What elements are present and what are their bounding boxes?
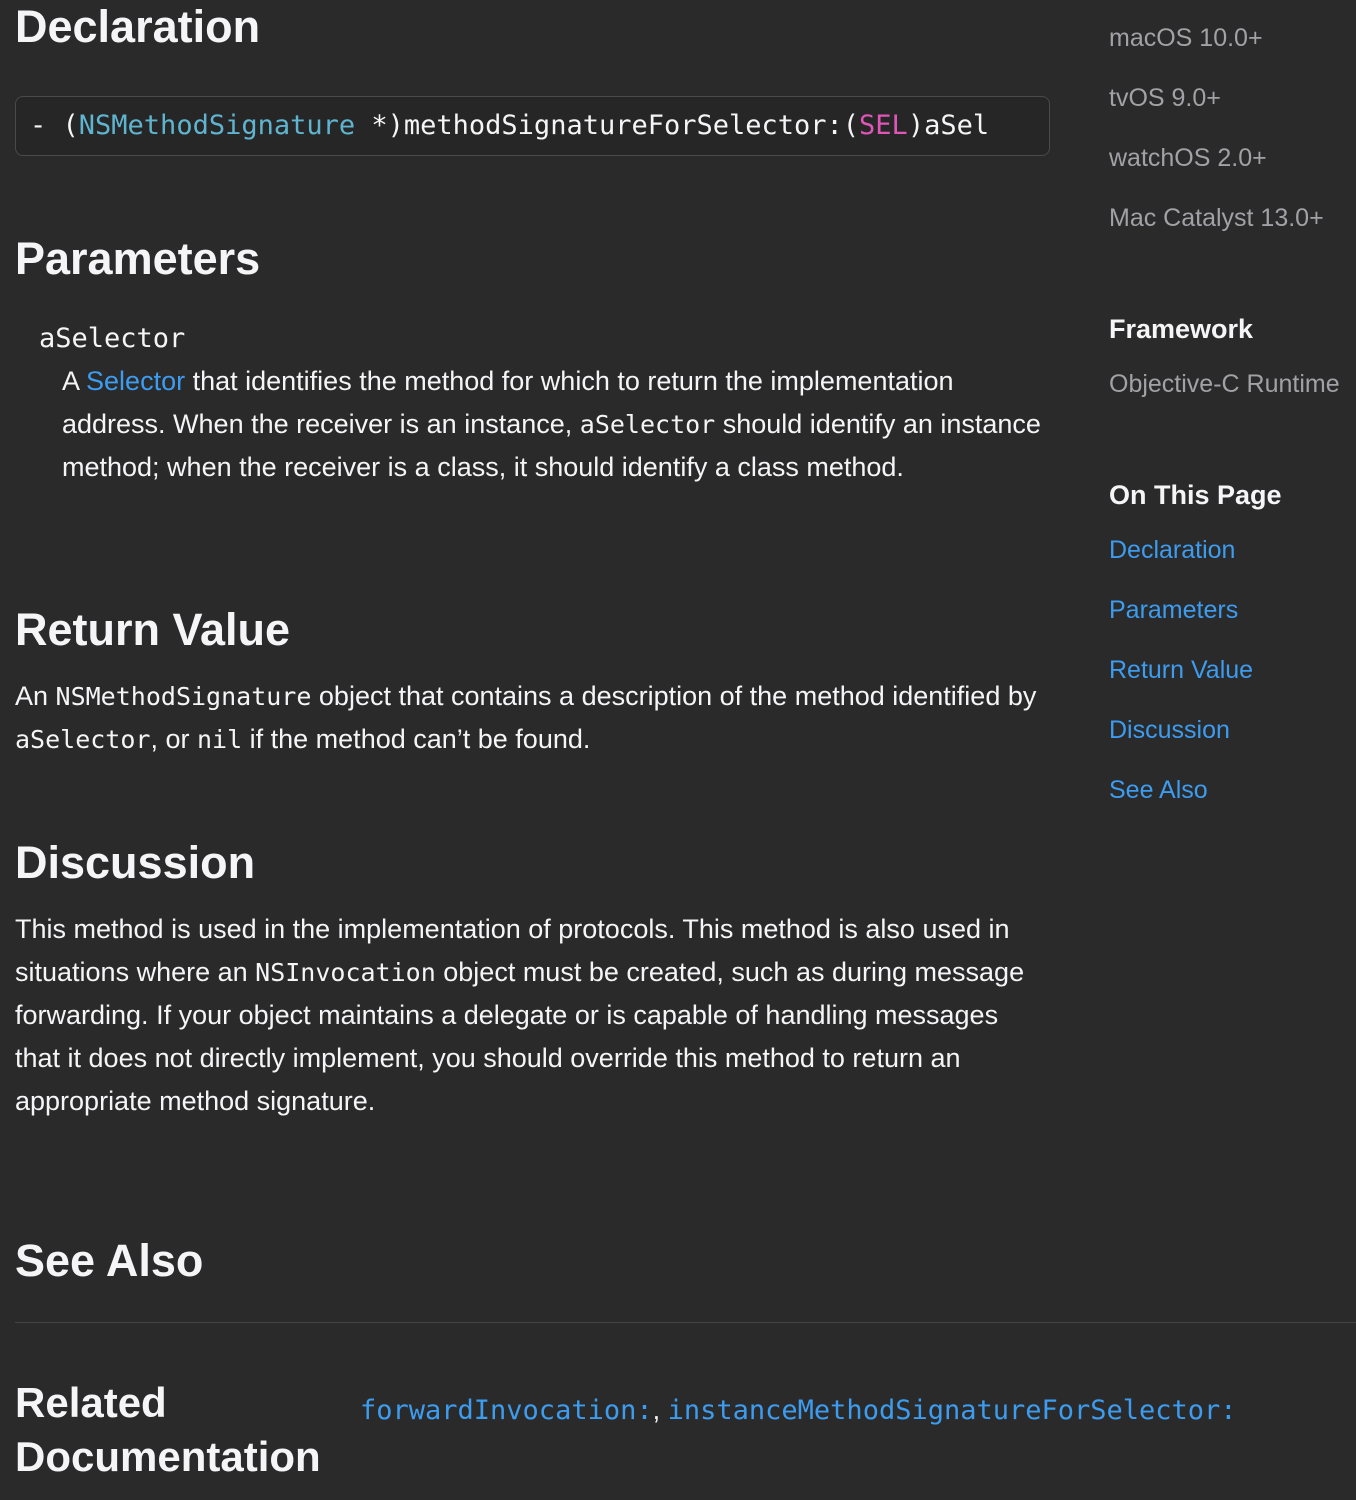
toc-link-parameters[interactable]: Parameters — [1109, 596, 1239, 624]
toc-link-discussion[interactable]: Discussion — [1109, 716, 1230, 744]
see-also-heading: See Also — [15, 1235, 204, 1286]
related-link-forward-invocation[interactable]: forwardInvocation: — [360, 1395, 653, 1426]
sidebar — [1109, 0, 1356, 1500]
related-link-instance-method-signature[interactable]: instanceMethodSignatureForSelector: — [667, 1395, 1237, 1426]
on-this-page-heading: On This Page — [1109, 480, 1282, 510]
framework-value[interactable]: Objective-C Runtime — [1109, 370, 1340, 398]
return-text-1: An — [15, 681, 56, 711]
code-method: *)methodSignatureForSelector:( — [355, 110, 860, 141]
framework-heading: Framework — [1109, 314, 1254, 344]
selector-link[interactable]: Selector — [86, 366, 186, 396]
platform-watchos: watchOS 2.0+ — [1109, 144, 1267, 172]
parameters-heading: Parameters — [15, 233, 261, 284]
return-code-2: aSelector — [15, 725, 151, 754]
platform-tvos: tvOS 9.0+ — [1109, 84, 1221, 112]
param-desc-text-1: A — [62, 366, 87, 396]
code-param-name: )aSel — [907, 110, 990, 141]
return-value-text — [15, 675, 1050, 761]
parameter-description — [62, 360, 1052, 489]
discussion-text-1: This method is used in the implementation of protocols. This method is also used in situations where an — [15, 914, 1010, 987]
param-desc-text-3: should identify an instance method; when the receiver is a class, it should identify a class method. — [62, 409, 1041, 482]
return-code-1: NSMethodSignature — [55, 682, 312, 711]
toc-link-return-value[interactable]: Return Value — [1109, 656, 1254, 684]
platform-macos: macOS 10.0+ — [1109, 24, 1263, 52]
toc-link-declaration[interactable]: Declaration — [1109, 536, 1236, 564]
declaration-heading: Declaration — [15, 1, 261, 52]
code-return-type[interactable]: NSMethodSignature — [78, 110, 356, 141]
return-text-3: , or — [150, 724, 197, 754]
toc-link-see-also[interactable]: See Also — [1109, 776, 1208, 804]
related-documentation-title: Related Documentation — [15, 1379, 321, 1480]
related-separator: , — [652, 1395, 668, 1425]
code-prefix: - ( — [30, 110, 79, 141]
param-desc-code: aSelector — [579, 410, 716, 439]
return-text-2: object that contains a description of the method identified by — [311, 681, 1037, 711]
declaration-code-box — [15, 96, 1050, 156]
declaration-code — [30, 109, 989, 143]
code-param-type[interactable]: SEL — [859, 110, 908, 141]
platform-mac-catalyst: Mac Catalyst 13.0+ — [1109, 204, 1324, 232]
parameter-name: aSelector — [39, 323, 186, 354]
related-links — [360, 1393, 1237, 1428]
return-text-4: if the method can’t be found. — [242, 724, 591, 754]
param-desc-text-2: that identifies the method for which to return the implementation address. When the receiver is an instance, — [62, 366, 954, 439]
return-code-3: nil — [196, 725, 243, 754]
discussion-text — [15, 908, 1050, 1123]
discussion-heading: Discussion — [15, 837, 256, 888]
return-value-heading: Return Value — [15, 604, 291, 655]
discussion-code-1: NSInvocation — [255, 958, 436, 987]
discussion-text-2: object must be created, such as during message forwarding. If your object maintains a delegate or is capable of handling messages that it does not directly implement, you should override this method to return an appropriate method signature. — [15, 957, 1025, 1116]
